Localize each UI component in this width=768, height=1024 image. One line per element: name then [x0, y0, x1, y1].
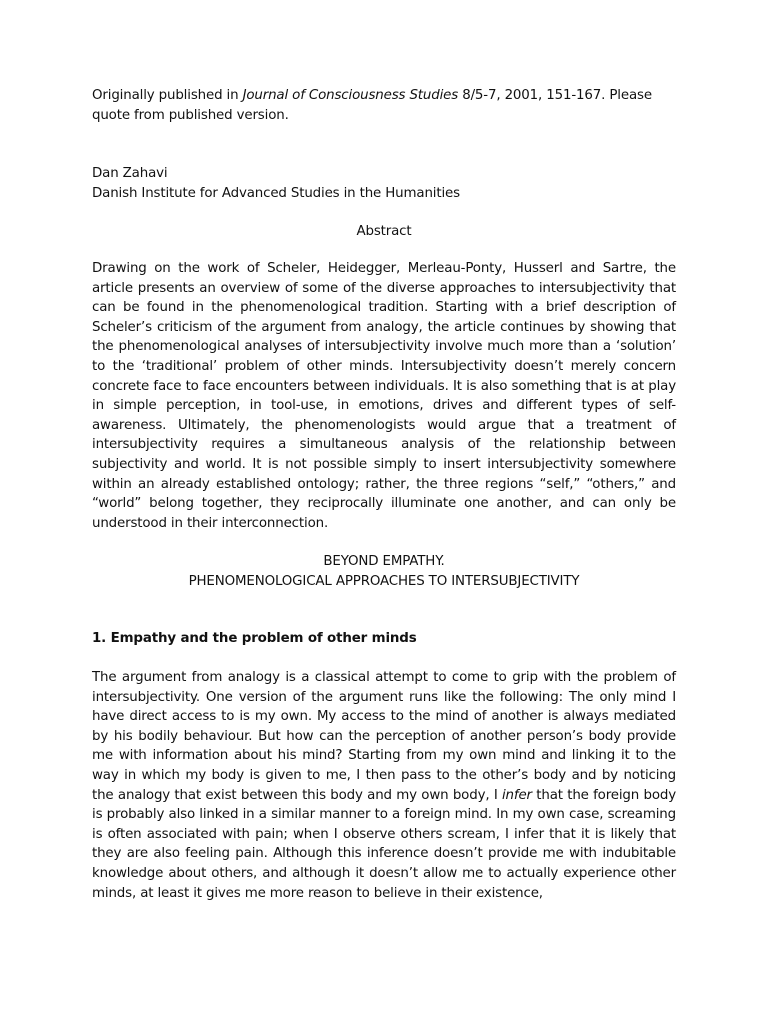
- publication-note: [92, 86, 676, 125]
- section-body-text: [92, 668, 676, 903]
- italic-infer: infer: [501, 787, 532, 803]
- publication-note-prefix: Originally published in: [92, 88, 243, 103]
- publication-note-suffix: 8/5-7, 2001, 151-167. Please quote from published version.: [92, 88, 652, 123]
- section-text-part1: The argument from analogy is a classical attempt to come to grip with the problem of intersubjectivity. One version of the argument runs like the following: The only mind I have direct access to is my own. My access to the mind of another is always mediated by his bodily behaviour. But how can the perception of another person’s body provide me with information about his mind? Starting from my own mind and linking it to the way in which my body is given to me, I then pass to the other’s body and by noticing the analogy that exist between this body and my own body, I: [92, 670, 676, 803]
- article-title-line2: PHENOMENOLOGICAL APPROACHES TO INTERSUBJECTIVITY: [188, 573, 580, 589]
- author-name: Dan Zahavi: [92, 166, 168, 182]
- section-text-part2: that the foreign body is probably also linked in a similar manner to a foreign mind. In my own case, screaming is often associated with pain; when I observe others scream, I infer that it is likely that they are also feeling pain. Although this inference doesn’t provide me with indubitable knowledge about others, and although it doesn’t allow me to actually experience other minds, at least it gives me more reason to believe in their existence,: [92, 787, 676, 901]
- article-title: [92, 552, 676, 591]
- author-block: [92, 164, 676, 203]
- abstract-heading: Abstract: [356, 224, 412, 240]
- author-affiliation: Danish Institute for Advanced Studies in the Humanities: [92, 185, 460, 201]
- document-page: [92, 86, 676, 903]
- abstract-text: Drawing on the work of Scheler, Heidegger, Merleau-Ponty, Husserl and Sartre, the article presents an overview of some of the diverse approaches to intersubjectivity that can be found in the phenomenological tradition. Starting with a brief description of Scheler’s criticism of the argument from analogy, the article continues by showing that the phenomenological analyses of intersubjectivity involve much more than a ‘solution’ to the ‘traditional’ problem of other minds. Intersubjectivity doesn’t merely concern concrete face to face encounters between individuals. It is also something that is at play in simple perception, in tool-use, in emotions, drives and different types of self-awareness. Ultimately, the phenomenologists would argue that a treatment of intersubjectivity requires a simultaneous analysis of the relationship between subjectivity and world. It is not possible simply to insert intersubjectivity somewhere within an already established ontology; rather, the three regions “self,” “others,” and “world” belong together, they reciprocally illuminate one another, and can only be understood in their interconnection.: [92, 260, 676, 531]
- section-heading: 1. Empathy and the problem of other minds: [92, 631, 417, 647]
- article-title-line1: BEYOND EMPATHY.: [323, 554, 445, 570]
- journal-name: Journal of Consciousness Studies: [242, 88, 459, 103]
